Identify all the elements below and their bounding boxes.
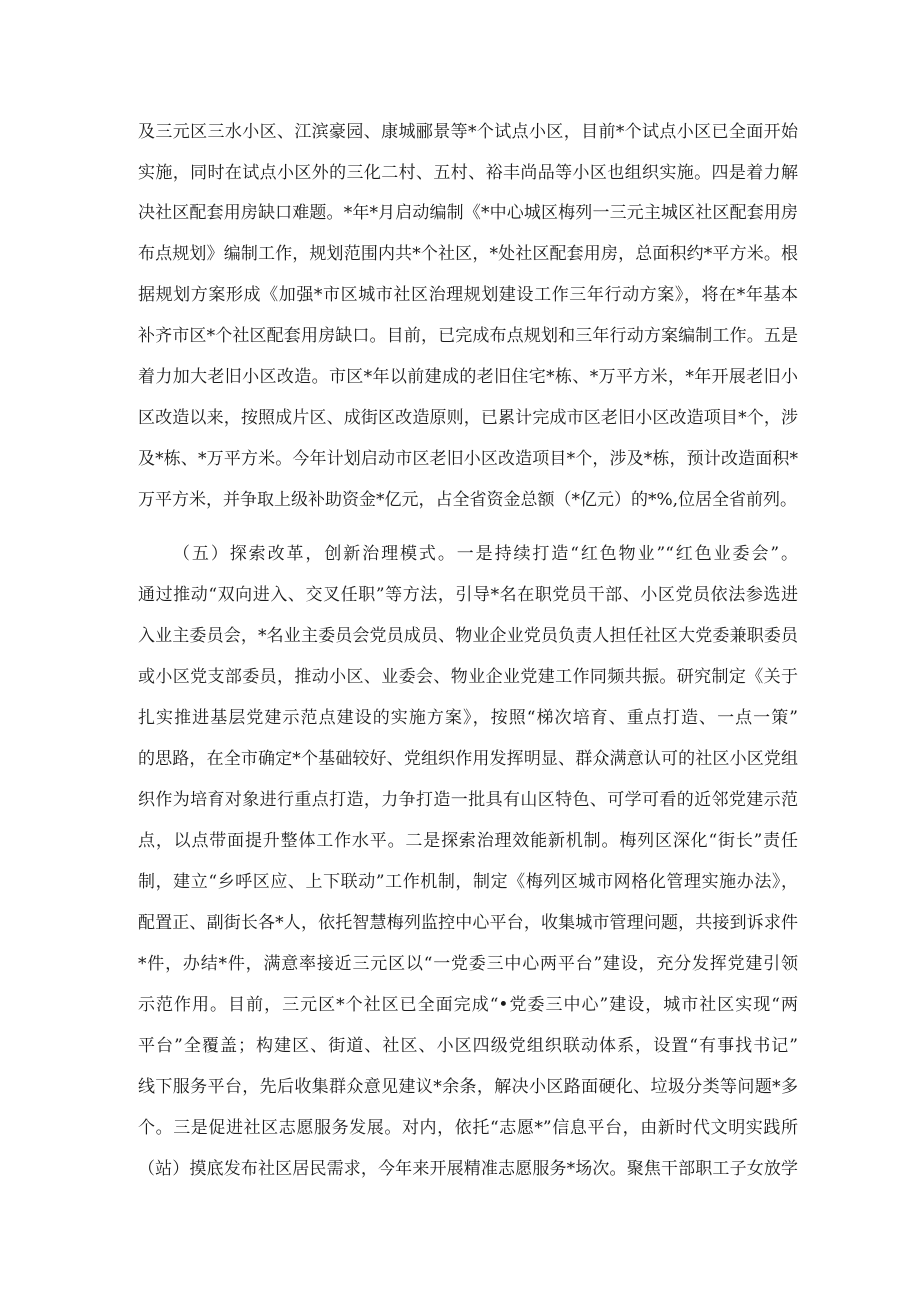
paragraph-1-line-3: 决社区配套用房缺口难题。*年*月启动编制《*中心城区梅列一三元主城区社区配套用房	[138, 203, 798, 223]
paragraph-1-line-9: 及*栋、*万平方米。今年计划启动市区老旧小区改造项目*个，涉及*栋，预计改造面积*	[138, 449, 798, 469]
paragraph-2-line-7: 织作为培育对象进行重点打造，力争打造一批具有山区特色、可学可看的近邻党建示范	[138, 790, 798, 810]
paragraph-2-line-5: 扎实推进基层党建示范点建设的实施方案》，按照“梯次培育、重点打造、一点一策”	[138, 708, 798, 728]
paragraph-2-line-4: 或小区党支部委员，推动小区、业委会、物业企业党建工作同频共振。研究制定《关于	[138, 667, 798, 687]
paragraph-2-line-13: 平台”全覆盖；构建区、街道、社区、小区四级党组织联动体系，设置“有事找书记”	[138, 1036, 798, 1056]
paragraph-2-line-10: 配置正、副街长各*人，依托智慧梅列监控中心平台，收集城市管理问题，共接到诉求件	[138, 913, 798, 933]
paragraph-1-line-5: 据规划方案形成《加强*市区城市社区治理规划建设工作三年行动方案》，将在*年基本	[138, 285, 798, 305]
paragraph-1-line-6: 补齐市区*个社区配套用房缺口。目前，已完成布点规划和三年行动方案编制工作。五是	[138, 326, 798, 346]
paragraph-1-line-4: 布点规划》编制工作，规划范围内共*个社区，*处社区配套用房，总面积约*平方米。根	[138, 244, 798, 264]
paragraph-2-line-1: （五）探索改革，创新治理模式。一是持续打造“红色物业”“红色业委会”。	[173, 544, 798, 564]
paragraph-1-line-7: 着力加大老旧小区改造。市区*年以前建成的老旧住宅*栋、*万平方米，*年开展老旧小	[138, 367, 798, 387]
paragraph-2-line-15: 个。三是促进社区志愿服务发展。对内，依托“志愿*”信息平台，由新时代文明实践所	[138, 1118, 798, 1138]
paragraph-2-line-16: （站）摸底发布社区居民需求，今年来开展精准志愿服务*场次。聚焦干部职工子女放学	[138, 1159, 798, 1179]
paragraph-2-line-8: 点，以点带面提升整体工作水平。二是探索治理效能新机制。梅列区深化“街长”责任	[138, 831, 798, 851]
paragraph-1-line-1: 及三元区三水小区、江滨豪园、康城郦景等*个试点小区，目前*个试点小区已全面开始	[138, 122, 798, 142]
paragraph-2-line-6: 的思路，在全市确定*个基础较好、党组织作用发挥明显、群众满意认可的社区小区党组	[138, 749, 798, 769]
paragraph-2-line-12: 示范作用。目前，三元区*个社区已全面完成“•党委三中心”建设，城市社区实现“两	[138, 995, 798, 1015]
paragraph-1-line-8: 区改造以来，按照成片区、成街区改造原则，已累计完成市区老旧小区改造项目*个，涉	[138, 408, 798, 428]
paragraph-2-line-2: 通过推动“双向进入、交叉任职”等方法，引导*名在职党员干部、小区党员依法参选进	[138, 585, 798, 605]
paragraph-1-line-2: 实施，同时在试点小区外的三化二村、五村、裕丰尚品等小区也组织实施。四是着力解	[138, 163, 798, 183]
paragraph-2-line-11: *件，办结*件，满意率接近三元区以“一党委三中心两平台”建设，充分发挥党建引领	[138, 954, 798, 974]
paragraph-2-line-14: 线下服务平台，先后收集群众意见建议*余条，解决小区路面硬化、垃圾分类等问题*多	[138, 1077, 798, 1097]
paragraph-2-line-9: 制，建立“乡呼区应、上下联动”工作机制，制定《梅列区城市网格化管理实施办法》，	[138, 872, 798, 892]
paragraph-2-line-3: 入业主委员会，*名业主委员会党员成员、物业企业党员负责人担任社区大党委兼职委员	[138, 626, 798, 646]
paragraph-1-line-10: 万平方米，并争取上级补助资金*亿元，占全省资金总额（*亿元）的*%,位居全省前列。	[138, 490, 798, 510]
